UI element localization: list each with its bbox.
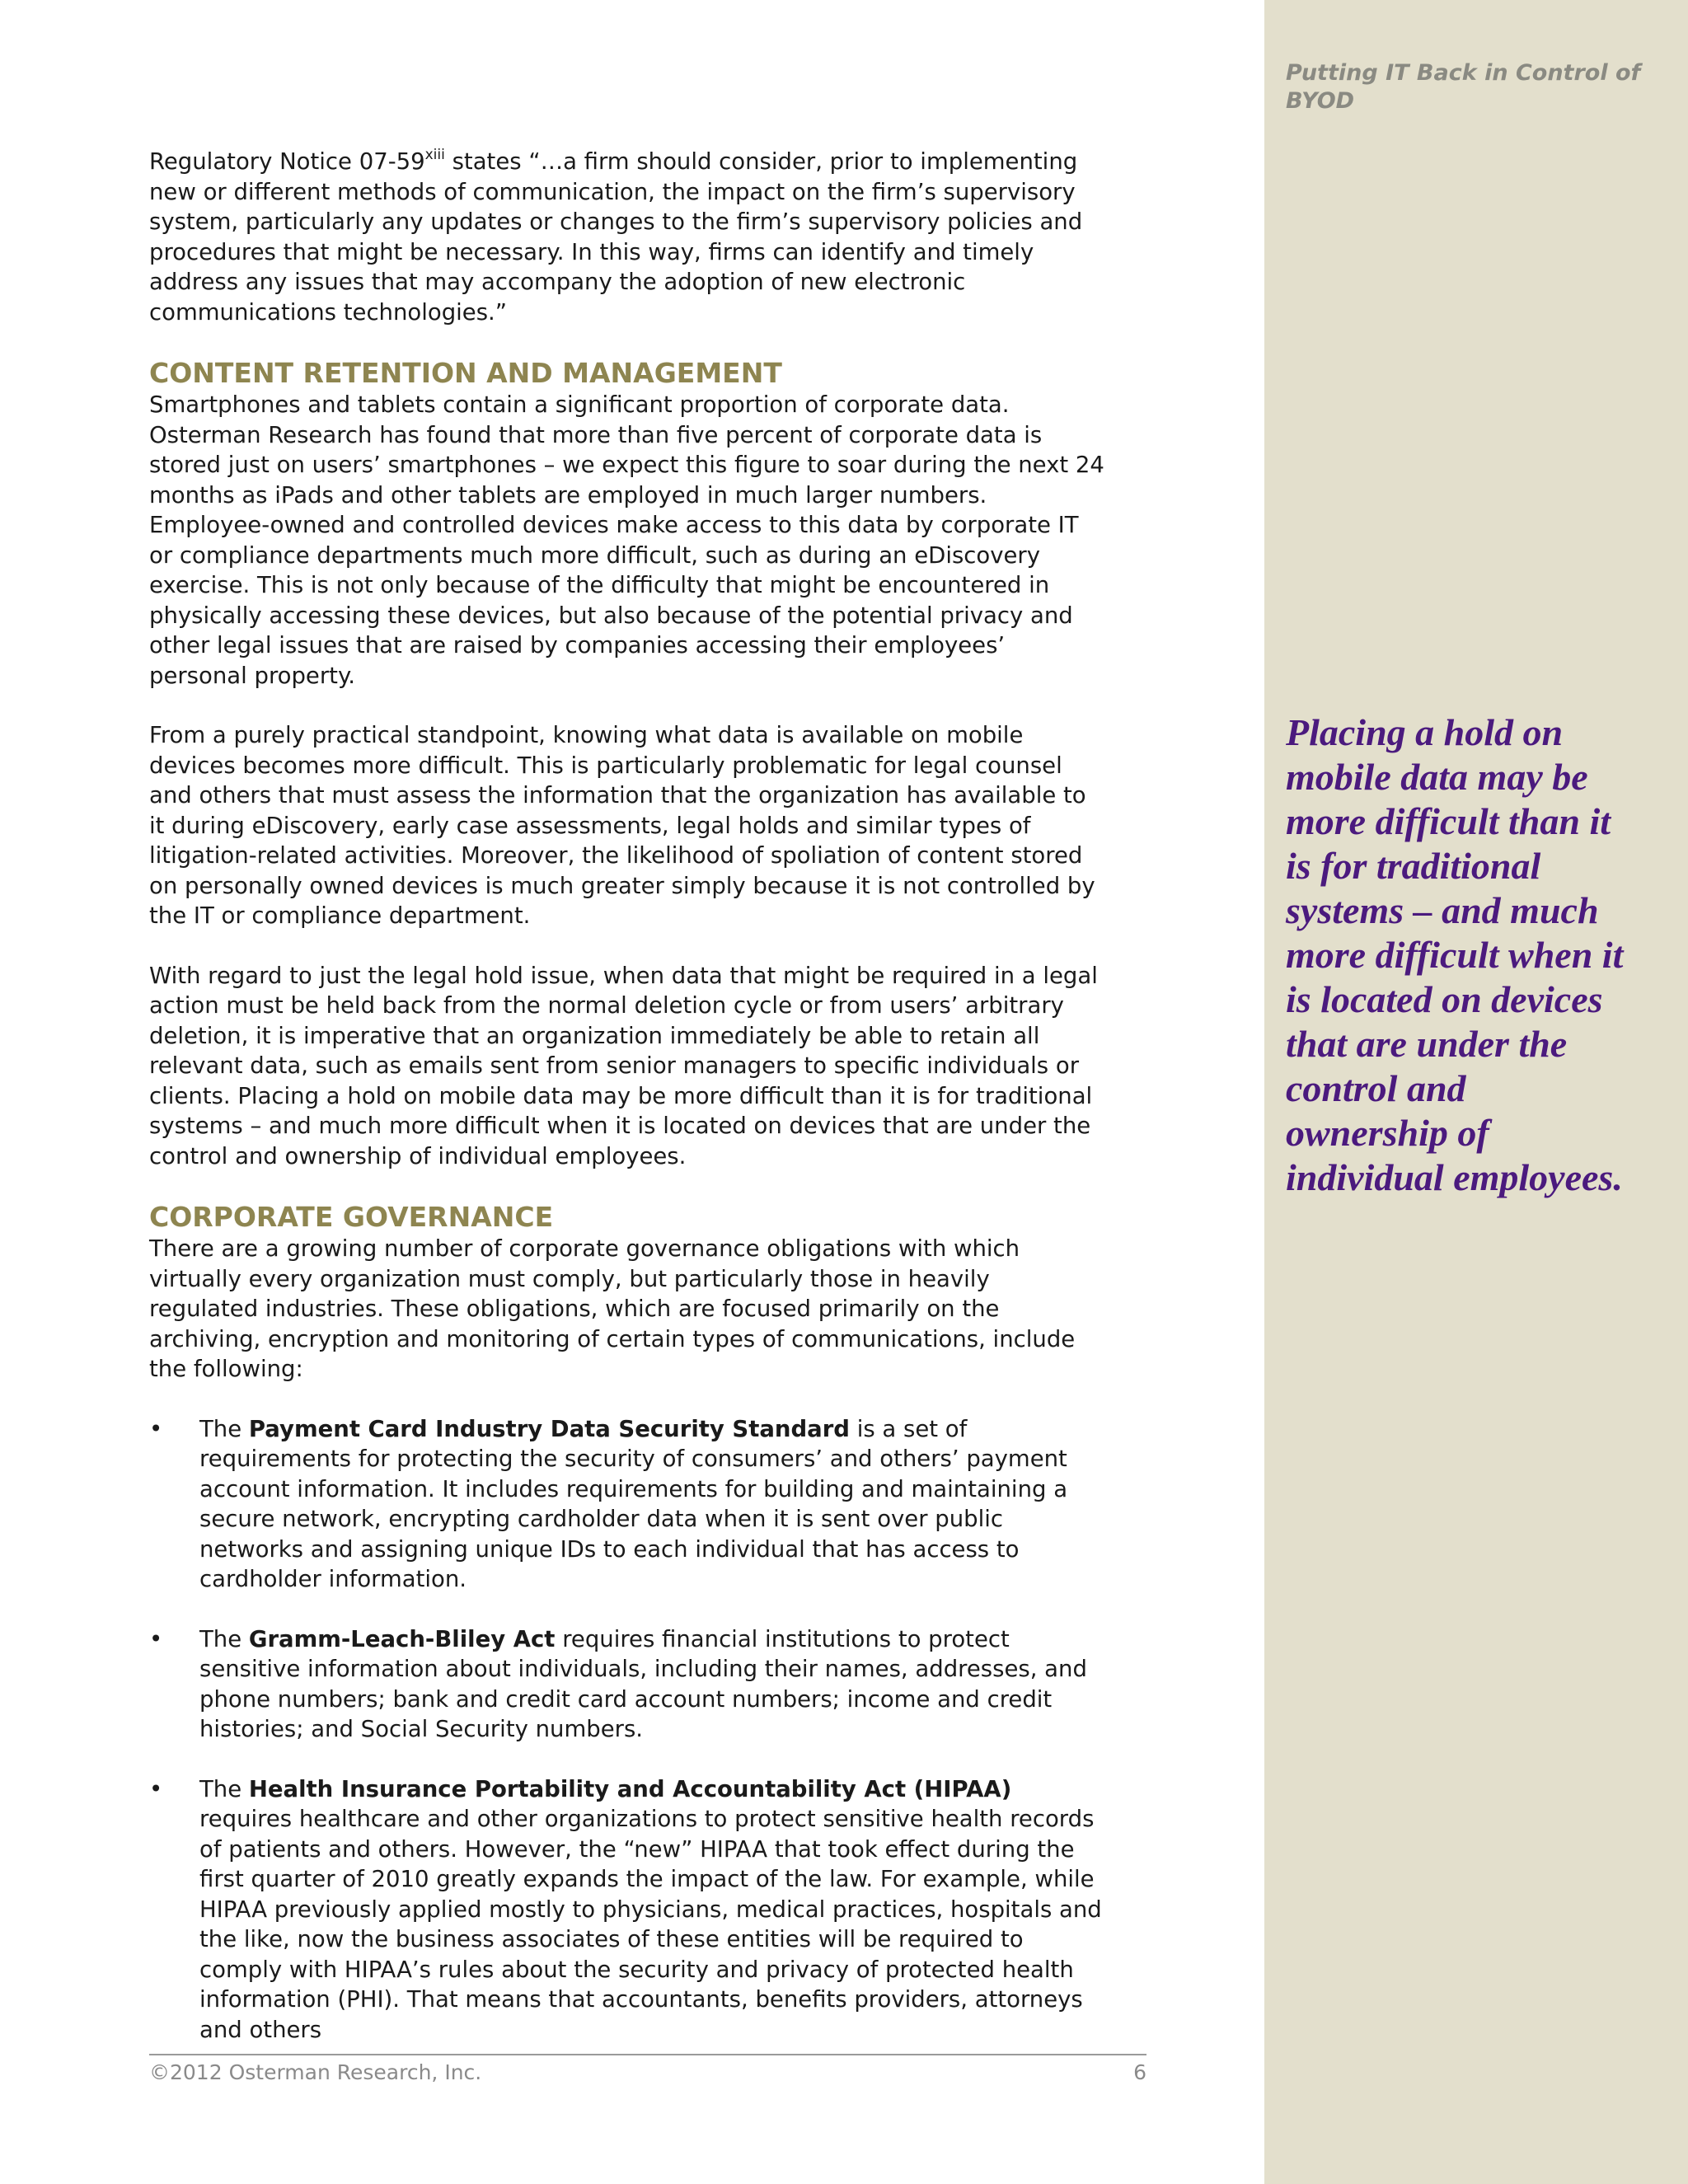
bullet-list [149, 1414, 1105, 2046]
page-number: 6 [1133, 2060, 1146, 2084]
bullet-icon: • [149, 1775, 163, 1802]
bullet-lead: The [199, 1625, 249, 1652]
footnote-marker: xiii [424, 147, 445, 163]
main-content [149, 147, 1105, 2074]
bullet-text: requires healthcare and other organizations to protect sensitive health records of patients and others. However, the “new” HIPAA that took effect during the first quarter of 2010 greatly expands the impact of the law. For example, while HIPAA previously applied mostly to physicians, medical practices, hospitals and the like, now the business associates of these entities will be required to comply with HIPAA’s rules about the security and privacy of protected health information (PHI). That means that accountants, benefits providers, attorneys and others [199, 1806, 1102, 2043]
footer-divider [149, 2054, 1146, 2055]
paragraph: With regard to just the legal hold issue, when data that might be required in a legal action must be held back from the normal deletion cycle or from users’ arbitrary deletion, it is imperative that an organization immediately be able to retain all relevant data, such as emails sent from senior managers to specific individuals or clients. Placing a hold on mobile data may be more difficult than it is for traditional systems – and much more difficult when it is located on devices that are under the control and ownership of individual employees. [149, 962, 1098, 1169]
paragraph: There are a growing number of corporate governance obligations with which virtually every organization must comply, but particularly those in heavily regulated industries. These obligations, which are focused primarily on the archiving, encryption and monitoring of certain types of communications, include the following: [149, 1235, 1076, 1382]
paragraph: From a purely practical standpoint, knowing what data is available on mobile devices becomes more difficult. This is particularly problematic for legal counsel and others that must assess the information that the organization has available to it during eDiscovery, early case assessments, legal holds and similar types of litigation-related activities. Moreover, the likelihood of spoliation of content stored on personally owned devices is much greater simply because it is not controlled by the IT or compliance department. [149, 722, 1095, 929]
footer-copyright: ©2012 Osterman Research, Inc. [149, 2060, 482, 2084]
list-item [149, 1414, 1105, 1595]
pull-quote: Placing a hold on mobile data may be more difficult than it is for traditional systems – and much more difficult when it is located on devices that are under the control and ownership of individual employees. [1286, 711, 1624, 1198]
list-item [149, 1624, 1105, 1745]
running-head: Putting IT Back in Control of BYOD [1286, 60, 1641, 114]
bullet-icon: • [149, 1415, 163, 1442]
bullet-text: is a set of requirements for protecting the security of consumers’ and others’ payment account information. It includes requirements for building and maintaining a secure network, encrypting cardholder data when it is sent over public networks and assigning unique IDs to each individual that has access to cardholder information. [199, 1415, 1068, 1592]
bullet-lead: The [199, 1775, 249, 1802]
bullet-term: Gramm-Leach-Bliley Act [248, 1625, 556, 1652]
bullet-term: Payment Card Industry Data Security Standard [248, 1415, 850, 1442]
bullet-icon: • [149, 1625, 163, 1652]
intro-prefix: Regulatory Notice 07-59 [149, 148, 425, 175]
paragraph: Smartphones and tablets contain a significant proportion of corporate data. Osterman Research has found that more than five percent of corporate data is stored just on users’ smartphones – we expect this figure to soar during the next 24 months as iPads and other tablets are employed in much larger numbers. Employee-owned and controlled devices make access to this data by corporate IT or compliance departments much more difficult, such as during an eDiscovery exercise. This is not only because of the difficulty that might be encountered in physically accessing these devices, but also because of the potential privacy and other legal issues that are raised by companies accessing their employees’ personal property. [149, 391, 1104, 689]
section-heading-corporate-governance: CORPORATE GOVERNANCE [149, 1201, 554, 1233]
bullet-lead: The [199, 1415, 249, 1442]
intro-paragraph [149, 147, 1105, 327]
intro-text: states “…a firm should consider, prior to implementing new or different methods of communication, the impact on the firm’s supervisory system, particularly any updates or changes to the firm’s supervisory policies and procedures that might be necessary. In this way, firms can identify and timely address any issues that may accompany the adoption of new electronic communications technologies.” [149, 148, 1083, 326]
sidebar-panel [1264, 0, 1688, 2184]
list-item [149, 1774, 1105, 2046]
section-heading-content-retention: CONTENT RETENTION AND MANAGEMENT [149, 357, 782, 389]
bullet-text: requires financial institutions to protect sensitive information about individuals, including their names, addresses, and phone numbers; bank and credit card account numbers; income and credit histories; and Social Security numbers. [199, 1625, 1087, 1742]
bullet-term: Health Insurance Portability and Accountability Act (HIPAA) [248, 1775, 1012, 1802]
